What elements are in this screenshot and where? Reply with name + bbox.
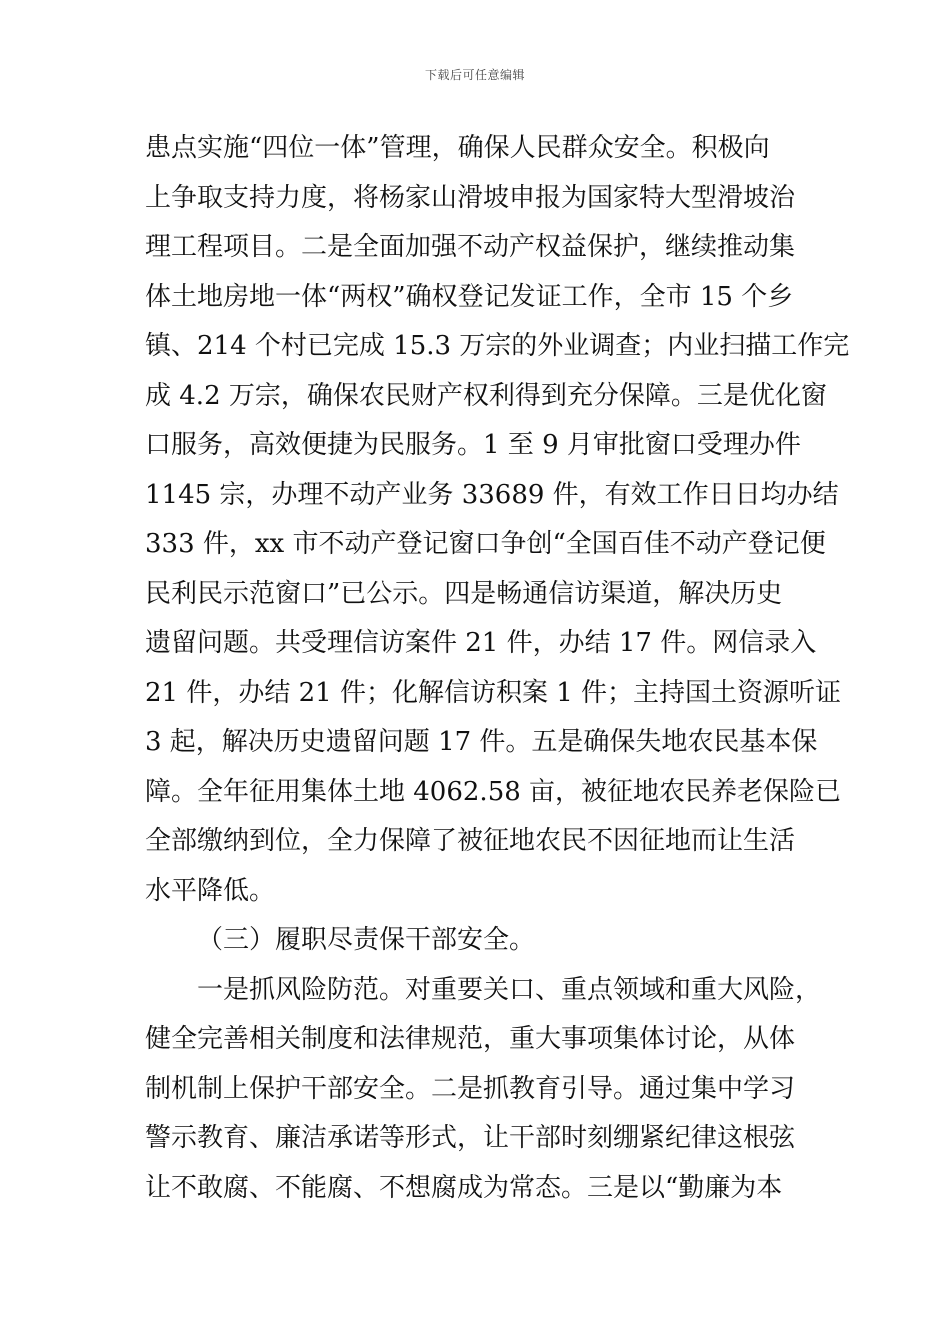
body-line: 制机制上保护干部安全。二是抓教育引导。通过集中学习: [145, 1073, 796, 1104]
body-line: 1145 宗，办理不动产业务 33689 件，有效工作日日均办结: [145, 479, 839, 510]
body-line: 口服务，高效便捷为民服务。1 至 9 月审批窗口受理办件: [145, 430, 801, 460]
body-line: 障。全年征用集体土地 4062.58 亩，被征地农民养老保险已: [145, 776, 842, 807]
body-line: 体土地房地一体“两权”确权登记发证工作，全市 15 个乡: [145, 281, 794, 312]
body-line: 全部缴纳到位，全力保障了被征地农民不因征地而让生活: [145, 826, 796, 856]
body-line: 遗留问题。共受理信访案件 21 件，办结 17 件。网信录入: [145, 628, 817, 658]
body-line: 理工程项目。二是全面加强不动产权益保护，继续推动集: [145, 232, 796, 262]
document-body: [145, 124, 850, 1213]
body-line: 民利民示范窗口”已公示。四是畅通信访渠道，解决历史: [145, 578, 783, 609]
body-line: 健全完善相关制度和法律规范，重大事项集体讨论，从体: [145, 1024, 796, 1054]
body-line: 镇、214 个村已完成 15.3 万宗的外业调查；内业扫描工作完: [145, 331, 850, 361]
body-line: 患点实施“四位一体”管理，确保人民群众安全。积极向: [145, 133, 770, 163]
body-line: 成 4.2 万宗，确保农民财产权利得到充分保障。三是优化窗: [145, 380, 827, 411]
body-line: 水平降低。: [145, 875, 276, 906]
body-line: 333 件，xx 市不动产登记窗口争创“全国百佳不动产登记便: [145, 529, 826, 559]
body-line: 让不敢腐、不能腐、不想腐成为常态。三是以“勤廉为本: [145, 1172, 783, 1203]
paragraph-first-line: 一是抓风险防范。对重要关口、重点领域和重大风险，: [197, 974, 822, 1005]
section-heading: （三）履职尽责保干部安全。: [197, 925, 536, 955]
body-line: 21 件，办结 21 件；化解信访积案 1 件；主持国土资源听证: [145, 677, 842, 708]
body-line: 警示教育、廉洁承诺等形式，让干部时刻绷紧纪律这根弦: [145, 1123, 796, 1153]
page-header-note: 下载后可任意编辑: [424, 68, 525, 82]
body-line: 3 起，解决历史遗留问题 17 件。五是确保失地农民基本保: [145, 727, 818, 757]
body-line: 上争取支持力度，将杨家山滑坡申报为国家特大型滑坡治: [145, 182, 796, 213]
